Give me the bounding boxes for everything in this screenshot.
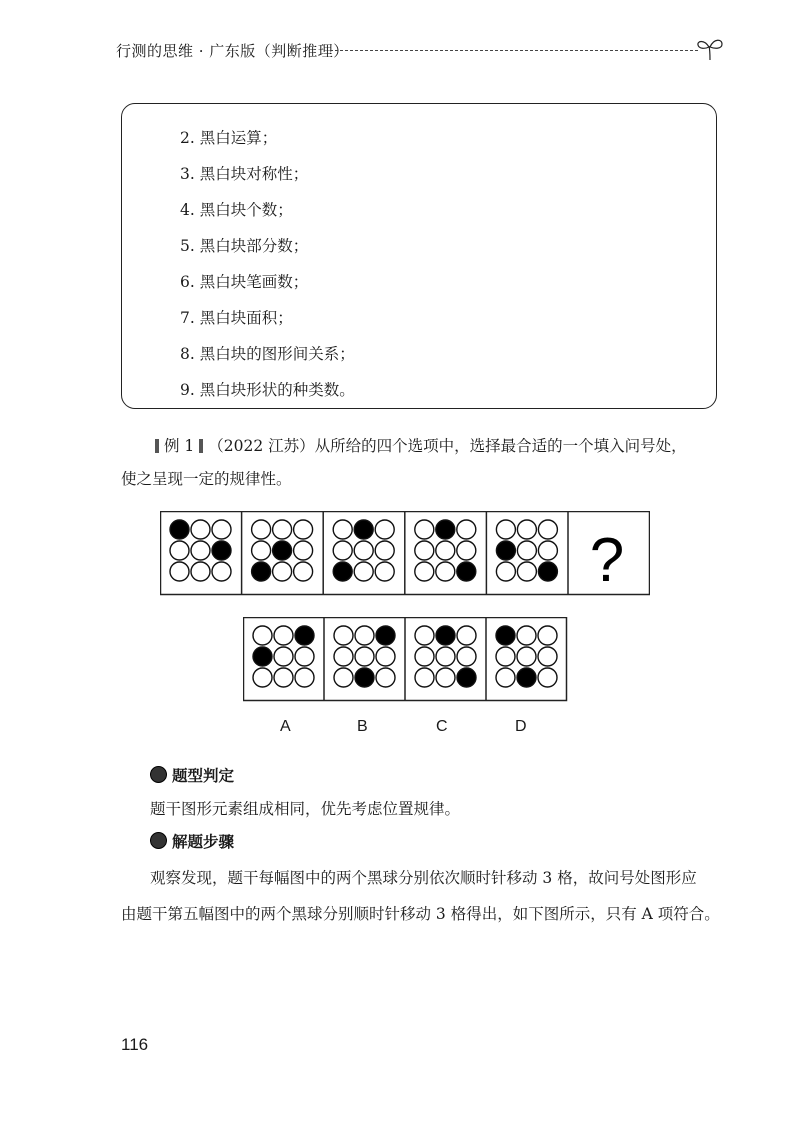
section-type-text: 题干图形元素组成相同，优先考虑位置规律。 <box>150 800 461 818</box>
stem-panel-1-white-circle <box>212 562 231 581</box>
question-mark: ? <box>589 526 625 595</box>
section-heading-steps <box>150 830 234 852</box>
stem-panel-2-white-circle <box>294 562 313 581</box>
stem-panel-5-white-circle <box>538 520 557 539</box>
example-question: （2022 江苏）从所给的四个选项中，选择最合适的一个填入问号处， <box>208 437 687 455</box>
option-panel-3-white-circle <box>457 626 476 645</box>
section-heading-type <box>150 764 234 786</box>
stem-panel-1-white-circle <box>170 562 189 581</box>
option-label-d: D <box>515 718 527 735</box>
stem-panel-1-black-circle <box>212 541 231 560</box>
stem-panel-5-white-circle <box>496 520 515 539</box>
stem-panel-3-black-circle <box>333 562 352 581</box>
list-item: 3. 黑白块对称性； <box>180 165 309 183</box>
option-label-b: B <box>357 718 368 735</box>
stem-panel-2-white-circle <box>273 520 292 539</box>
section-bullet-icon <box>150 766 167 783</box>
stem-panel-5-white-circle <box>517 520 536 539</box>
list-item: 6. 黑白块笔画数； <box>180 273 309 291</box>
option-panel-1-black-circle <box>295 626 314 645</box>
stem-panel-3-white-circle <box>333 520 352 539</box>
section-heading-text: 题型判定 <box>172 766 235 785</box>
option-panel-4-white-circle <box>496 668 515 687</box>
stem-panel-1-white-circle <box>170 541 189 560</box>
option-panel-2-white-circle <box>355 647 374 666</box>
option-panel-3-white-circle <box>457 647 476 666</box>
section-bullet-icon <box>150 832 167 849</box>
stem-panel-2-white-circle <box>252 520 271 539</box>
list-item: 5. 黑白块部分数； <box>180 237 309 255</box>
stem-panel-4-white-circle <box>457 520 476 539</box>
stem-panel-5-white-circle <box>517 541 536 560</box>
stem-panel-4-black-circle <box>436 520 455 539</box>
list-item: 7. 黑白块面积； <box>180 309 293 327</box>
stem-panel-5-black-circle <box>496 541 515 560</box>
stem-panel-3-white-circle <box>375 520 394 539</box>
stem-panel-3-white-circle <box>354 562 373 581</box>
stem-panel-3-white-circle <box>375 541 394 560</box>
option-panel-4-black-circle <box>517 668 536 687</box>
question-figure <box>160 511 650 599</box>
stem-panel-4-white-circle <box>457 541 476 560</box>
rule-list-box <box>121 103 717 409</box>
stem-panel-1-black-circle <box>170 520 189 539</box>
option-panel-4-black-circle <box>496 626 515 645</box>
options-figure <box>243 617 568 705</box>
stem-panel-2-white-circle <box>252 541 271 560</box>
solution-line-1: 观察发现，题干每幅图中的两个黑球分别依次顺时针移动 3 格，故问号处图形应 <box>150 869 697 887</box>
stem-panel-5-white-circle <box>538 541 557 560</box>
option-panel-3-black-circle <box>436 626 455 645</box>
option-panel-3-black-circle <box>457 668 476 687</box>
option-panel-1-white-circle <box>274 668 293 687</box>
option-panel-2-white-circle <box>334 647 353 666</box>
stem-panel-4-white-circle <box>415 520 434 539</box>
option-panel-3-white-circle <box>415 647 434 666</box>
option-panel-4-white-circle <box>496 647 515 666</box>
stem-panel-4-white-circle <box>436 541 455 560</box>
example-line-1 <box>150 434 687 456</box>
option-panel-1-white-circle <box>295 668 314 687</box>
stem-panel-3-white-circle <box>354 541 373 560</box>
option-panel-2-white-circle <box>355 626 374 645</box>
header-rule <box>330 50 698 51</box>
section-heading-text: 解题步骤 <box>172 832 235 851</box>
option-panel-1-black-circle <box>253 647 272 666</box>
stem-panel-4-black-circle <box>457 562 476 581</box>
option-panel-3-white-circle <box>415 626 434 645</box>
option-panel-4-white-circle <box>538 626 557 645</box>
stem-panel-5-white-circle <box>496 562 515 581</box>
stem-panel-3-black-circle <box>354 520 373 539</box>
list-item: 8. 黑白块的图形间关系； <box>180 345 355 363</box>
option-panel-4-white-circle <box>517 647 536 666</box>
stem-panel-2-black-circle <box>252 562 271 581</box>
option-panel-1-white-circle <box>253 626 272 645</box>
option-panel-2-white-circle <box>334 668 353 687</box>
stem-panel-2-white-circle <box>273 562 292 581</box>
option-label-a: A <box>280 718 291 735</box>
option-panel-1-white-circle <box>295 647 314 666</box>
example-mark-left <box>155 439 159 453</box>
list-item: 9. 黑白块形状的种类数。 <box>180 381 355 399</box>
option-panel-1-white-circle <box>274 626 293 645</box>
stem-panel-5-white-circle <box>517 562 536 581</box>
stem-panel-2-white-circle <box>294 520 313 539</box>
header-title: 行测的思维 · 广东版（判断推理） <box>116 42 349 60</box>
example-line-2: 使之呈现一定的规律性。 <box>121 470 292 488</box>
solution-line-2: 由题干第五幅图中的两个黑球分别顺时针移动 3 格得出，如下图所示，只有 A 项符合。 <box>121 905 720 923</box>
list-item: 4. 黑白块个数； <box>180 201 293 219</box>
sprout-icon <box>696 36 724 62</box>
option-panel-4-white-circle <box>538 647 557 666</box>
list-item: 2. 黑白运算； <box>180 129 278 147</box>
option-label-c: C <box>436 718 448 735</box>
option-panel-3-white-circle <box>415 668 434 687</box>
stem-panel-1-white-circle <box>191 541 210 560</box>
example-label: 例 1 <box>164 437 195 455</box>
stem-panel-1-white-circle <box>191 520 210 539</box>
example-mark-right <box>199 439 203 453</box>
option-panel-3-white-circle <box>436 668 455 687</box>
option-panel-4-white-circle <box>538 668 557 687</box>
option-panel-2-white-circle <box>376 647 395 666</box>
option-panel-2-white-circle <box>334 626 353 645</box>
stem-panel-5-black-circle <box>538 562 557 581</box>
stem-panel-1-white-circle <box>191 562 210 581</box>
page-number: 116 <box>121 1035 149 1054</box>
option-panel-2-black-circle <box>376 626 395 645</box>
stem-panel-4-white-circle <box>415 541 434 560</box>
option-panel-1-white-circle <box>274 647 293 666</box>
option-panel-2-white-circle <box>376 668 395 687</box>
option-panel-3-white-circle <box>436 647 455 666</box>
stem-panel-4-white-circle <box>436 562 455 581</box>
option-panel-1-white-circle <box>253 668 272 687</box>
stem-panel-3-white-circle <box>333 541 352 560</box>
stem-panel-1-white-circle <box>212 520 231 539</box>
stem-panel-2-white-circle <box>294 541 313 560</box>
stem-panel-3-white-circle <box>375 562 394 581</box>
running-header <box>116 36 724 64</box>
stem-panel-4-white-circle <box>415 562 434 581</box>
option-panel-4-white-circle <box>517 626 536 645</box>
option-panel-2-black-circle <box>355 668 374 687</box>
stem-panel-2-black-circle <box>273 541 292 560</box>
